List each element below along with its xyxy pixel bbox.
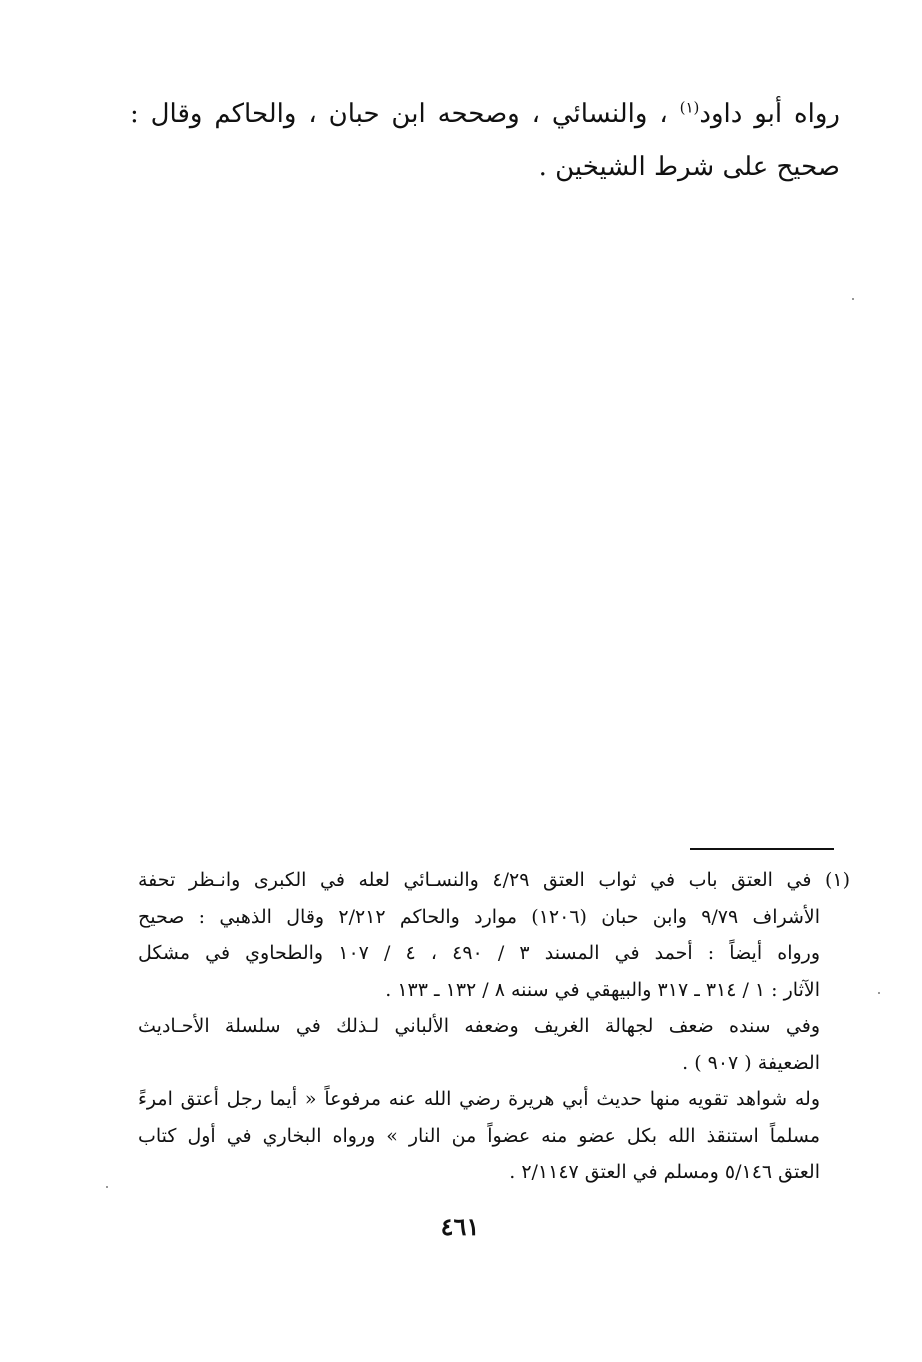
page-number: ٤٦١ bbox=[440, 1212, 480, 1241]
footnote-line: وله شواهد تقويه منها حديث أبي هريرة رضي الله عنه مرفوعاً « أيما رجل أعتق امرءً bbox=[138, 1088, 820, 1110]
scan-speck bbox=[878, 992, 880, 994]
footnote-line: الأشراف ٩/٧٩ وابن حبان (١٢٠٦) موارد والحاكم ٢/٢١٢ وقال الذهبي : صحيح bbox=[138, 905, 820, 928]
main-text-line-1-start: رواه أبو داود bbox=[699, 99, 840, 129]
main-text-line-1 bbox=[130, 88, 840, 141]
footnote-marker: (١) bbox=[679, 98, 700, 117]
footnote-line: الآثار : ١ / ٣١٤ ـ ٣١٧ والبيهقي في سننه ٨ / ١٣٢ ـ ١٣٣ . bbox=[385, 978, 820, 1001]
main-text-line-1-end: ، والنسائي ، وصححه ابن حبان ، والحاكم وقال : bbox=[130, 99, 680, 129]
footnote-line: وفي سنده ضعف لجهالة الغريف وضعفه الألباني لـذلك في سلسلة الأحـاديث bbox=[138, 1015, 820, 1037]
footnote-line: العتق ٥/١٤٦ ومسلم في العتق ٢/١١٤٧ . bbox=[509, 1161, 820, 1183]
footnote-line: (١) في العتق باب في ثواب العتق ٤/٢٩ والنسـائي لعله في الكبرى وانـظر تحفة bbox=[138, 869, 850, 891]
footnote-separator bbox=[690, 848, 834, 850]
footnote-line: الضعيفة ( ٩٠٧ ) . bbox=[682, 1051, 820, 1074]
scan-speck bbox=[852, 298, 854, 300]
footnotes bbox=[138, 862, 850, 1191]
main-text bbox=[130, 88, 840, 194]
footnote-line: مسلماً استنقذ الله بكل عضو منه عضواً من النار » ورواه البخاري في أول كتاب bbox=[138, 1124, 820, 1147]
scan-speck bbox=[106, 1186, 108, 1188]
main-text-line-2: صحيح على شرط الشيخين . bbox=[538, 152, 840, 182]
footnote-line: ورواه أيضاً : أحمد في المسند ٣ / ٤٩٠ ، ٤ / ١٠٧ والطحاوي في مشكل bbox=[138, 942, 820, 964]
